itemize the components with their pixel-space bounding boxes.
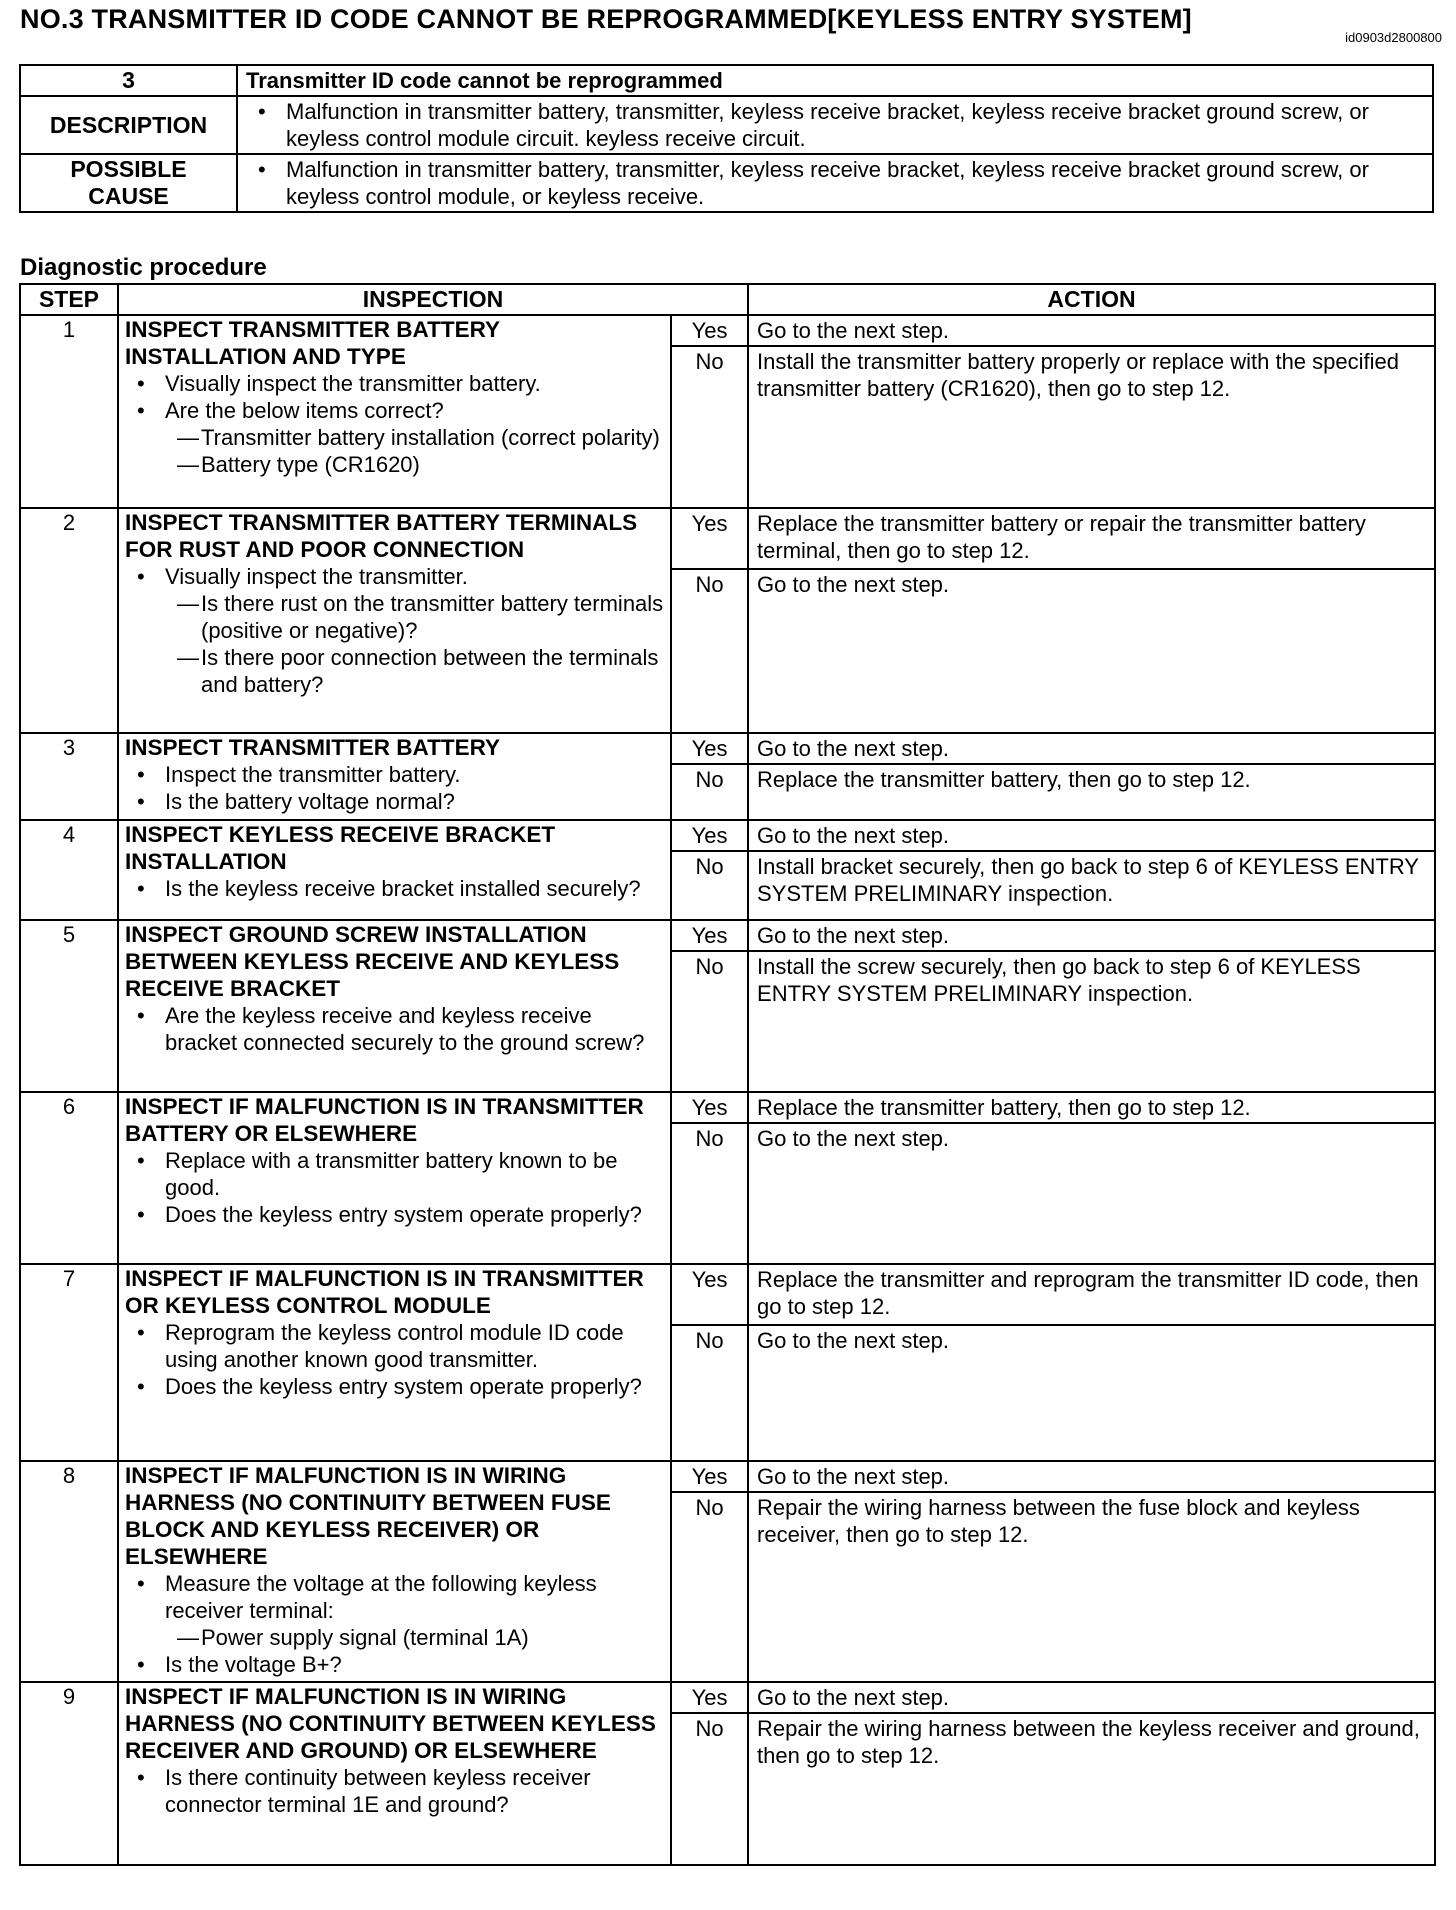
possible-cause-label-line1: POSSIBLE (70, 156, 187, 182)
step-8-row (20, 1461, 1435, 1492)
no-action: Go to the next step. (748, 569, 1435, 733)
yes-action: Go to the next step. (748, 820, 1435, 851)
page-title: NO.3 TRANSMITTER ID CODE CANNOT BE REPROGRAMMED[KEYLESS ENTRY SYSTEM] (20, 4, 1192, 34)
no-action: Repair the wiring harness between the keyless receiver and ground, then go to step 12. (748, 1713, 1435, 1865)
no-label: No (671, 1492, 748, 1682)
no-action: Go to the next step. (748, 1123, 1435, 1264)
inspection-bullet: • Does the keyless entry system operate properly? (125, 1373, 664, 1400)
yes-label: Yes (671, 315, 748, 346)
yes-label: Yes (671, 1682, 748, 1713)
step-number: 1 (20, 315, 118, 508)
step-inspection (118, 920, 671, 1092)
yes-label: Yes (671, 1264, 748, 1325)
inspection-bullet: • Is the keyless receive bracket installed securely? (125, 875, 664, 902)
yes-label: Yes (671, 508, 748, 569)
step-number: 3 (20, 733, 118, 820)
inspection-bullet: • Is the voltage B+? (125, 1651, 664, 1678)
step-number: 9 (20, 1682, 118, 1865)
no-action: Replace the transmitter battery, then go to step 12. (748, 764, 1435, 820)
inspection-title: INSPECT IF MALFUNCTION IS IN WIRING HARNESS (NO CONTINUITY BETWEEN KEYLESS RECEIVER AND GROUND) OR ELSEWHERE (125, 1684, 656, 1763)
step-3-row (20, 733, 1435, 764)
procedure-body (20, 315, 1435, 1865)
diagnostic-procedure-heading: Diagnostic procedure (20, 254, 267, 281)
inspection-bullet: • Are the below items correct? (125, 397, 664, 424)
inspection-bullet: • Is there continuity between keyless receiver connector terminal 1E and ground? (125, 1764, 664, 1818)
inspection-title: INSPECT GROUND SCREW INSTALLATION BETWEEN KEYLESS RECEIVE AND KEYLESS RECEIVE BRACKET (125, 922, 620, 1001)
diagnostic-procedure-table (19, 283, 1436, 1866)
inspection-bullet: • Inspect the transmitter battery. (125, 761, 664, 788)
inspection-subitem: — Power supply signal (terminal 1A) (125, 1624, 664, 1651)
possible-cause-cell (237, 154, 1433, 212)
description-label: DESCRIPTION (20, 96, 237, 154)
yes-action: Replace the transmitter and reprogram the transmitter ID code, then go to step 12. (748, 1264, 1435, 1325)
no-label: No (671, 951, 748, 1092)
inspection-subitem: — Is there poor connection between the terminals and battery? (125, 644, 664, 698)
description-cell (237, 96, 1433, 154)
symptom-summary-table (19, 64, 1434, 213)
yes-label: Yes (671, 820, 748, 851)
no-label: No (671, 851, 748, 920)
step-inspection (118, 820, 671, 920)
no-label: No (671, 346, 748, 508)
no-action: Install the transmitter battery properly or replace with the specified transmitter battery (CR1620), then go to step 12. (748, 346, 1435, 508)
yes-action: Go to the next step. (748, 1461, 1435, 1492)
inspection-subitem: — Battery type (CR1620) (125, 451, 664, 478)
inspection-title: INSPECT IF MALFUNCTION IS IN TRANSMITTER OR KEYLESS CONTROL MODULE (125, 1266, 644, 1318)
procedure-header-row (20, 284, 1435, 315)
yes-label: Yes (671, 920, 748, 951)
yes-action: Go to the next step. (748, 733, 1435, 764)
yes-action: Replace the transmitter battery, then go to step 12. (748, 1092, 1435, 1123)
step-5-row (20, 920, 1435, 951)
yes-action: Go to the next step. (748, 920, 1435, 951)
inspection-bullet: • Reprogram the keyless control module ID code using another known good transmitter. (125, 1319, 664, 1373)
inspection-title: INSPECT TRANSMITTER BATTERY (125, 735, 500, 760)
step-7-row (20, 1264, 1435, 1325)
inspection-bullet: • Are the keyless receive and keyless receive bracket connected securely to the ground screw? (125, 1002, 664, 1056)
yes-action: Replace the transmitter battery or repair the transmitter battery terminal, then go to step 12. (748, 508, 1435, 569)
step-number: 2 (20, 508, 118, 733)
symptom-number: 3 (20, 65, 237, 96)
inspection-bullet: • Measure the voltage at the following keyless receiver terminal: (125, 1570, 664, 1624)
inspection-title: INSPECT TRANSMITTER BATTERY TERMINALS FOR RUST AND POOR CONNECTION (125, 510, 638, 562)
possible-cause-text: • Malfunction in transmitter battery, transmitter, keyless receive bracket, keyless receive bracket ground screw, or keyless control module, or keyless receive. (246, 156, 1424, 210)
yes-label: Yes (671, 1092, 748, 1123)
step-2-row (20, 508, 1435, 569)
inspection-title: INSPECT IF MALFUNCTION IS IN WIRING HARNESS (NO CONTINUITY BETWEEN FUSE BLOCK AND KEYLESS RECEIVER) OR ELSEWHERE (125, 1463, 611, 1569)
step-9-row (20, 1682, 1435, 1713)
no-action: Go to the next step. (748, 1325, 1435, 1461)
step-number: 8 (20, 1461, 118, 1682)
no-label: No (671, 1123, 748, 1264)
no-label: No (671, 569, 748, 733)
possible-cause-label-line2: CAUSE (88, 183, 169, 209)
col-step-header: STEP (20, 284, 118, 315)
step-number: 5 (20, 920, 118, 1092)
inspection-title: INSPECT TRANSMITTER BATTERY INSTALLATION AND TYPE (125, 317, 500, 369)
no-action: Repair the wiring harness between the fuse block and keyless receiver, then go to step 12. (748, 1492, 1435, 1682)
inspection-bullet: • Does the keyless entry system operate properly? (125, 1201, 664, 1228)
step-6-row (20, 1092, 1435, 1123)
no-label: No (671, 764, 748, 820)
step-inspection (118, 315, 671, 508)
no-action: Install the screw securely, then go back to step 6 of KEYLESS ENTRY SYSTEM PRELIMINARY inspection. (748, 951, 1435, 1092)
inspection-bullet: • Visually inspect the transmitter. (125, 563, 664, 590)
step-1-row (20, 315, 1435, 346)
step-inspection (118, 1092, 671, 1264)
summary-row-cause (20, 154, 1433, 212)
yes-action: Go to the next step. (748, 315, 1435, 346)
step-inspection (118, 1461, 671, 1682)
step-number: 7 (20, 1264, 118, 1461)
summary-row-symptom (20, 65, 1433, 96)
inspection-subitem: — Is there rust on the transmitter battery terminals (positive or negative)? (125, 590, 664, 644)
summary-row-description (20, 96, 1433, 154)
step-inspection (118, 508, 671, 733)
col-action-header: ACTION (748, 284, 1435, 315)
col-inspection-header: INSPECTION (118, 284, 748, 315)
inspection-bullet: • Is the battery voltage normal? (125, 788, 664, 815)
possible-cause-label (20, 154, 237, 212)
no-label: No (671, 1325, 748, 1461)
step-inspection (118, 1264, 671, 1461)
step-4-row (20, 820, 1435, 851)
inspection-title: INSPECT KEYLESS RECEIVE BRACKET INSTALLATION (125, 822, 556, 874)
description-text: • Malfunction in transmitter battery, transmitter, keyless receive bracket, keyless receive bracket ground screw, or keyless control module circuit. keyless receive circuit. (246, 98, 1424, 152)
yes-action: Go to the next step. (748, 1682, 1435, 1713)
step-number: 6 (20, 1092, 118, 1264)
yes-label: Yes (671, 733, 748, 764)
no-action: Install bracket securely, then go back to step 6 of KEYLESS ENTRY SYSTEM PRELIMINARY inspection. (748, 851, 1435, 920)
document-id: id0903d2800800 (1345, 30, 1442, 45)
yes-label: Yes (671, 1461, 748, 1492)
inspection-bullet: • Replace with a transmitter battery known to be good. (125, 1147, 664, 1201)
step-inspection (118, 1682, 671, 1865)
inspection-subitem: — Transmitter battery installation (correct polarity) (125, 424, 664, 451)
inspection-title: INSPECT IF MALFUNCTION IS IN TRANSMITTER BATTERY OR ELSEWHERE (125, 1094, 644, 1146)
symptom-title: Transmitter ID code cannot be reprogrammed (237, 65, 1433, 96)
no-label: No (671, 1713, 748, 1865)
step-inspection (118, 733, 671, 820)
inspection-bullet: • Visually inspect the transmitter battery. (125, 370, 664, 397)
step-number: 4 (20, 820, 118, 920)
